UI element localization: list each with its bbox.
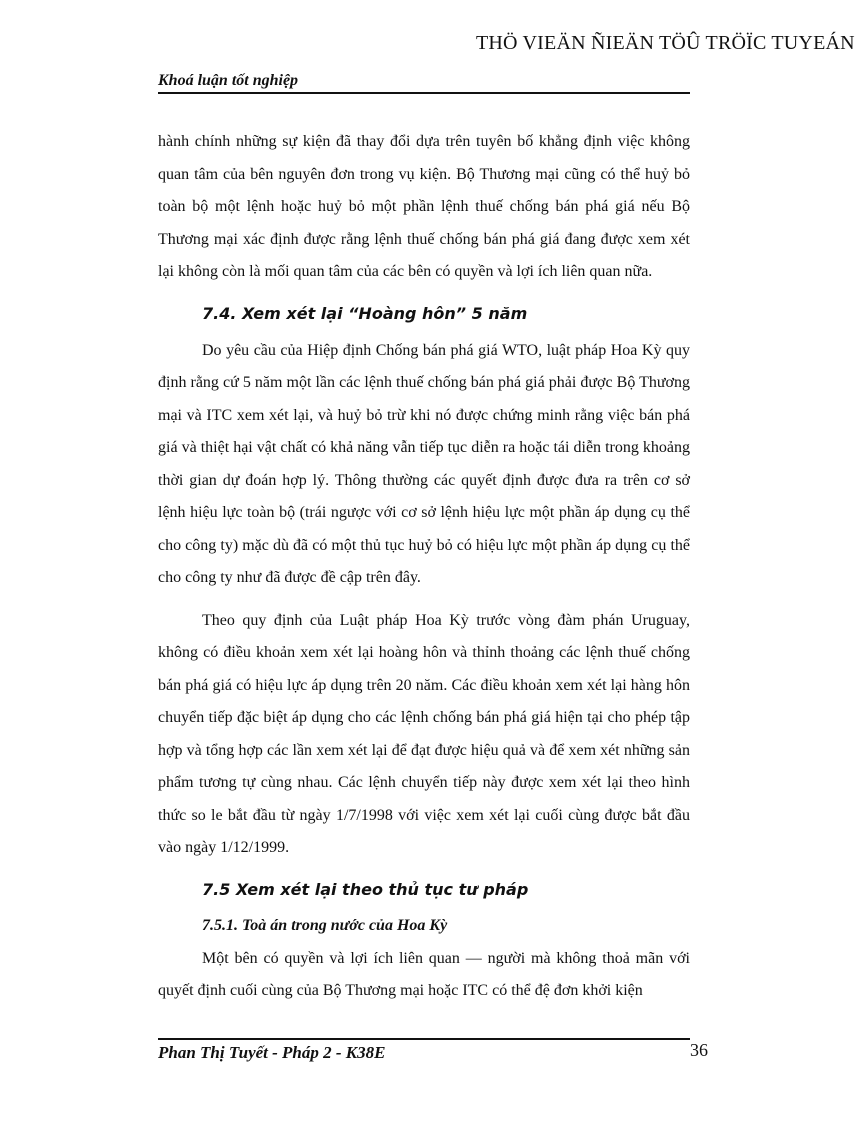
footer-author: Phan Thị Tuyết - Pháp 2 - K38E — [158, 1043, 386, 1062]
paragraph-sunset-review: Do yêu cầu của Hiệp định Chống bán phá giá WTO, luật pháp Hoa Kỳ quy định rằng cứ 5 năm một lần các lệnh thuế chống bán phá giá phải được Bộ Thương mại và ITC xem xét lại, và huỷ bỏ trừ khi nó được chứng minh rằng việc bán phá giá và thiệt hại vật chất có khả năng vẫn tiếp tục diễn ra hoặc tái diễn trong khoảng thời gian dự đoán hợp lý. Thông thường các quyết định được đưa ra trên cơ sở lệnh hiệu lực toàn bộ (trái ngược với cơ sở lệnh hiệu lực một phần áp dụng cụ thể cho công ty) mặc dù đã có một thủ tục huỷ bỏ có hiệu lực một phần áp dụng cụ thể cho công ty như đã được đề cập trên đây. — [158, 341, 690, 586]
section-heading-7-4: 7.4. Xem xét lại “Hoàng hôn” 5 năm — [202, 303, 528, 323]
paragraph-domestic-court: Một bên có quyền và lợi ích liên quan — người mà không thoả mãn với quyết định cuối cùng của Bộ Thương mại hoặc ITC có thể đệ đơn khởi kiện — [158, 949, 690, 999]
page-number: 36 — [690, 1040, 708, 1060]
document-body — [158, 126, 690, 1018]
section-heading-7-5: 7.5 Xem xét lại theo thủ tục tư pháp — [202, 879, 529, 899]
running-header: Khoá luận tốt nghiệp — [158, 72, 299, 89]
library-watermark: THÖ VIEÄN ÑIEÄN TÖÛ TRÖÏC TUYEÁN — [476, 32, 855, 54]
paragraph-continued: hành chính những sự kiện đã thay đổi dựa trên tuyên bố khẳng định việc không quan tâm của bên nguyên đơn trong vụ kiện. Bộ Thương mại cũng có thể huỷ bỏ toàn bộ một lệnh hoặc huỷ bỏ một phần lệnh thuế chống bán phá giá nếu Bộ Thương mại xác định được rằng lệnh thuế chống bán phá giá đang được xem xét lại không còn là mối quan tâm của các bên có quyền và lợi ích liên quan nữa. — [158, 133, 690, 280]
subsection-heading-7-5-1: 7.5.1. Toà án trong nước của Hoa Kỳ — [202, 916, 448, 934]
footer-divider — [158, 1038, 690, 1040]
paragraph-uruguay-round: Theo quy định của Luật pháp Hoa Kỳ trước vòng đàm phán Uruguay, không có điều khoản xem xét lại hoàng hôn và thỉnh thoảng các lệnh thuế chống bán phá giá có hiệu lực áp dụng trên 20 năm. Các điều khoản xem xét lại hàng hôn chuyển tiếp đặc biệt áp dụng cho các lệnh chống bán phá giá hiện tại cho phép tập hợp và tổng hợp các lần xem xét lại để đạt được hiệu quả và để xem xét những sản phẩm tương tự cùng nhau. Các lệnh chuyển tiếp này được xem xét lại theo hình thức so le bắt đầu từ ngày 1/7/1998 với việc xem xét lại cuối cùng được bắt đầu vào ngày 1/12/1999. — [158, 611, 690, 856]
header-divider — [158, 92, 690, 94]
